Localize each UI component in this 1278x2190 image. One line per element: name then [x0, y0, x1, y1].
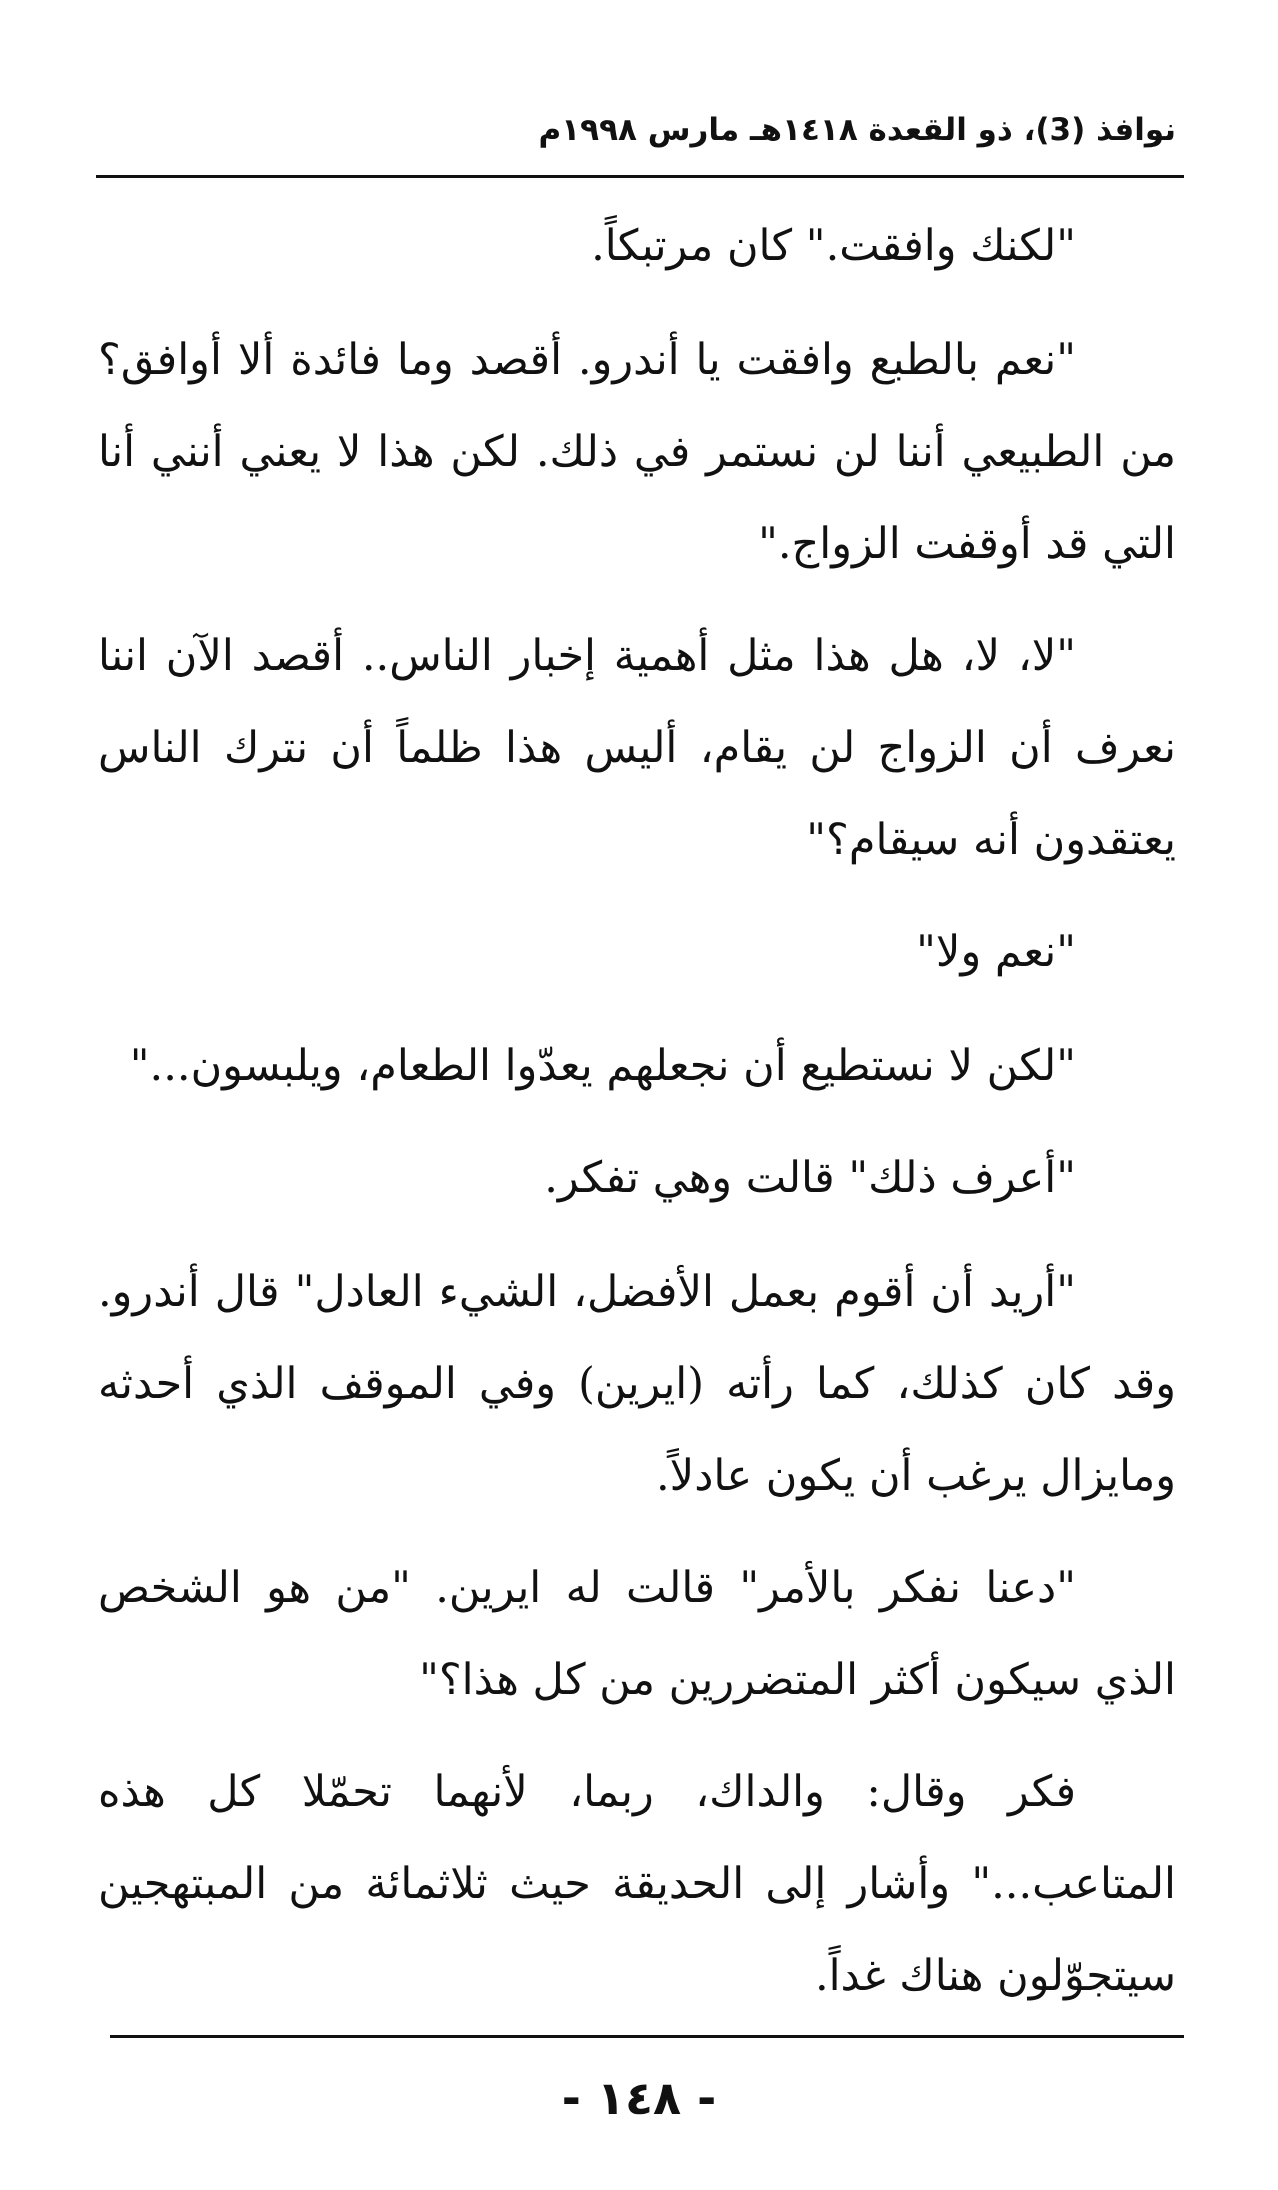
paragraph: "نعم بالطبع وافقت يا أندرو. أقصد وما فائدة ألا أوافق؟ من الطبيعي أننا لن نستمر في ذلك. لكن هذا لا يعني أنني أنا التي قد أوقفت الزواج." [98, 335, 1176, 569]
header-divider [96, 175, 1184, 178]
paragraph: "أريد أن أقوم بعمل الأفضل، الشيء العادل" قال أندرو. وقد كان كذلك، كما رأته (ايرين) وفي الموقف الذي أحدثه ومايزال يرغب أن يكون عادلاً. [98, 1267, 1176, 1501]
paragraph: "لكنك وافقت." كان مرتبكاً. [591, 221, 1076, 271]
page-number: - ١٤٨ - [561, 2071, 717, 2125]
paragraph: "دعنا نفكر بالأمر" قالت له ايرين. "من هو الشخص الذي سيكون أكثر المتضررين من كل هذا؟" [98, 1563, 1176, 1705]
body-text [98, 200, 1176, 2042]
footer-divider [110, 2035, 1184, 2038]
running-header: نوافذ (3)، ذو القعدة ١٤١٨هـ مارس ١٩٩٨م [538, 112, 1176, 148]
paragraph: فكر وقال: والداك، ربما، لأنهما تحمّلا كل هذه المتاعب..." وأشار إلى الحديقة حيث ثلاثمائة من المبتهجين سيتجوّلون هناك غداً. [98, 1767, 1176, 2001]
paragraph: "لكن لا نستطيع أن نجعلهم يعدّوا الطعام، ويلبسون..." [129, 1041, 1076, 1091]
paragraph: "أعرف ذلك" قالت وهي تفكر. [544, 1153, 1076, 1203]
paragraph: "نعم ولا" [916, 927, 1076, 977]
paragraph: "لا، لا، هل هذا مثل أهمية إخبار الناس.. أقصد الآن اننا نعرف أن الزواج لن يقام، أليس هذا ظلماً أن نترك الناس يعتقدون أنه سيقام؟" [98, 631, 1176, 865]
